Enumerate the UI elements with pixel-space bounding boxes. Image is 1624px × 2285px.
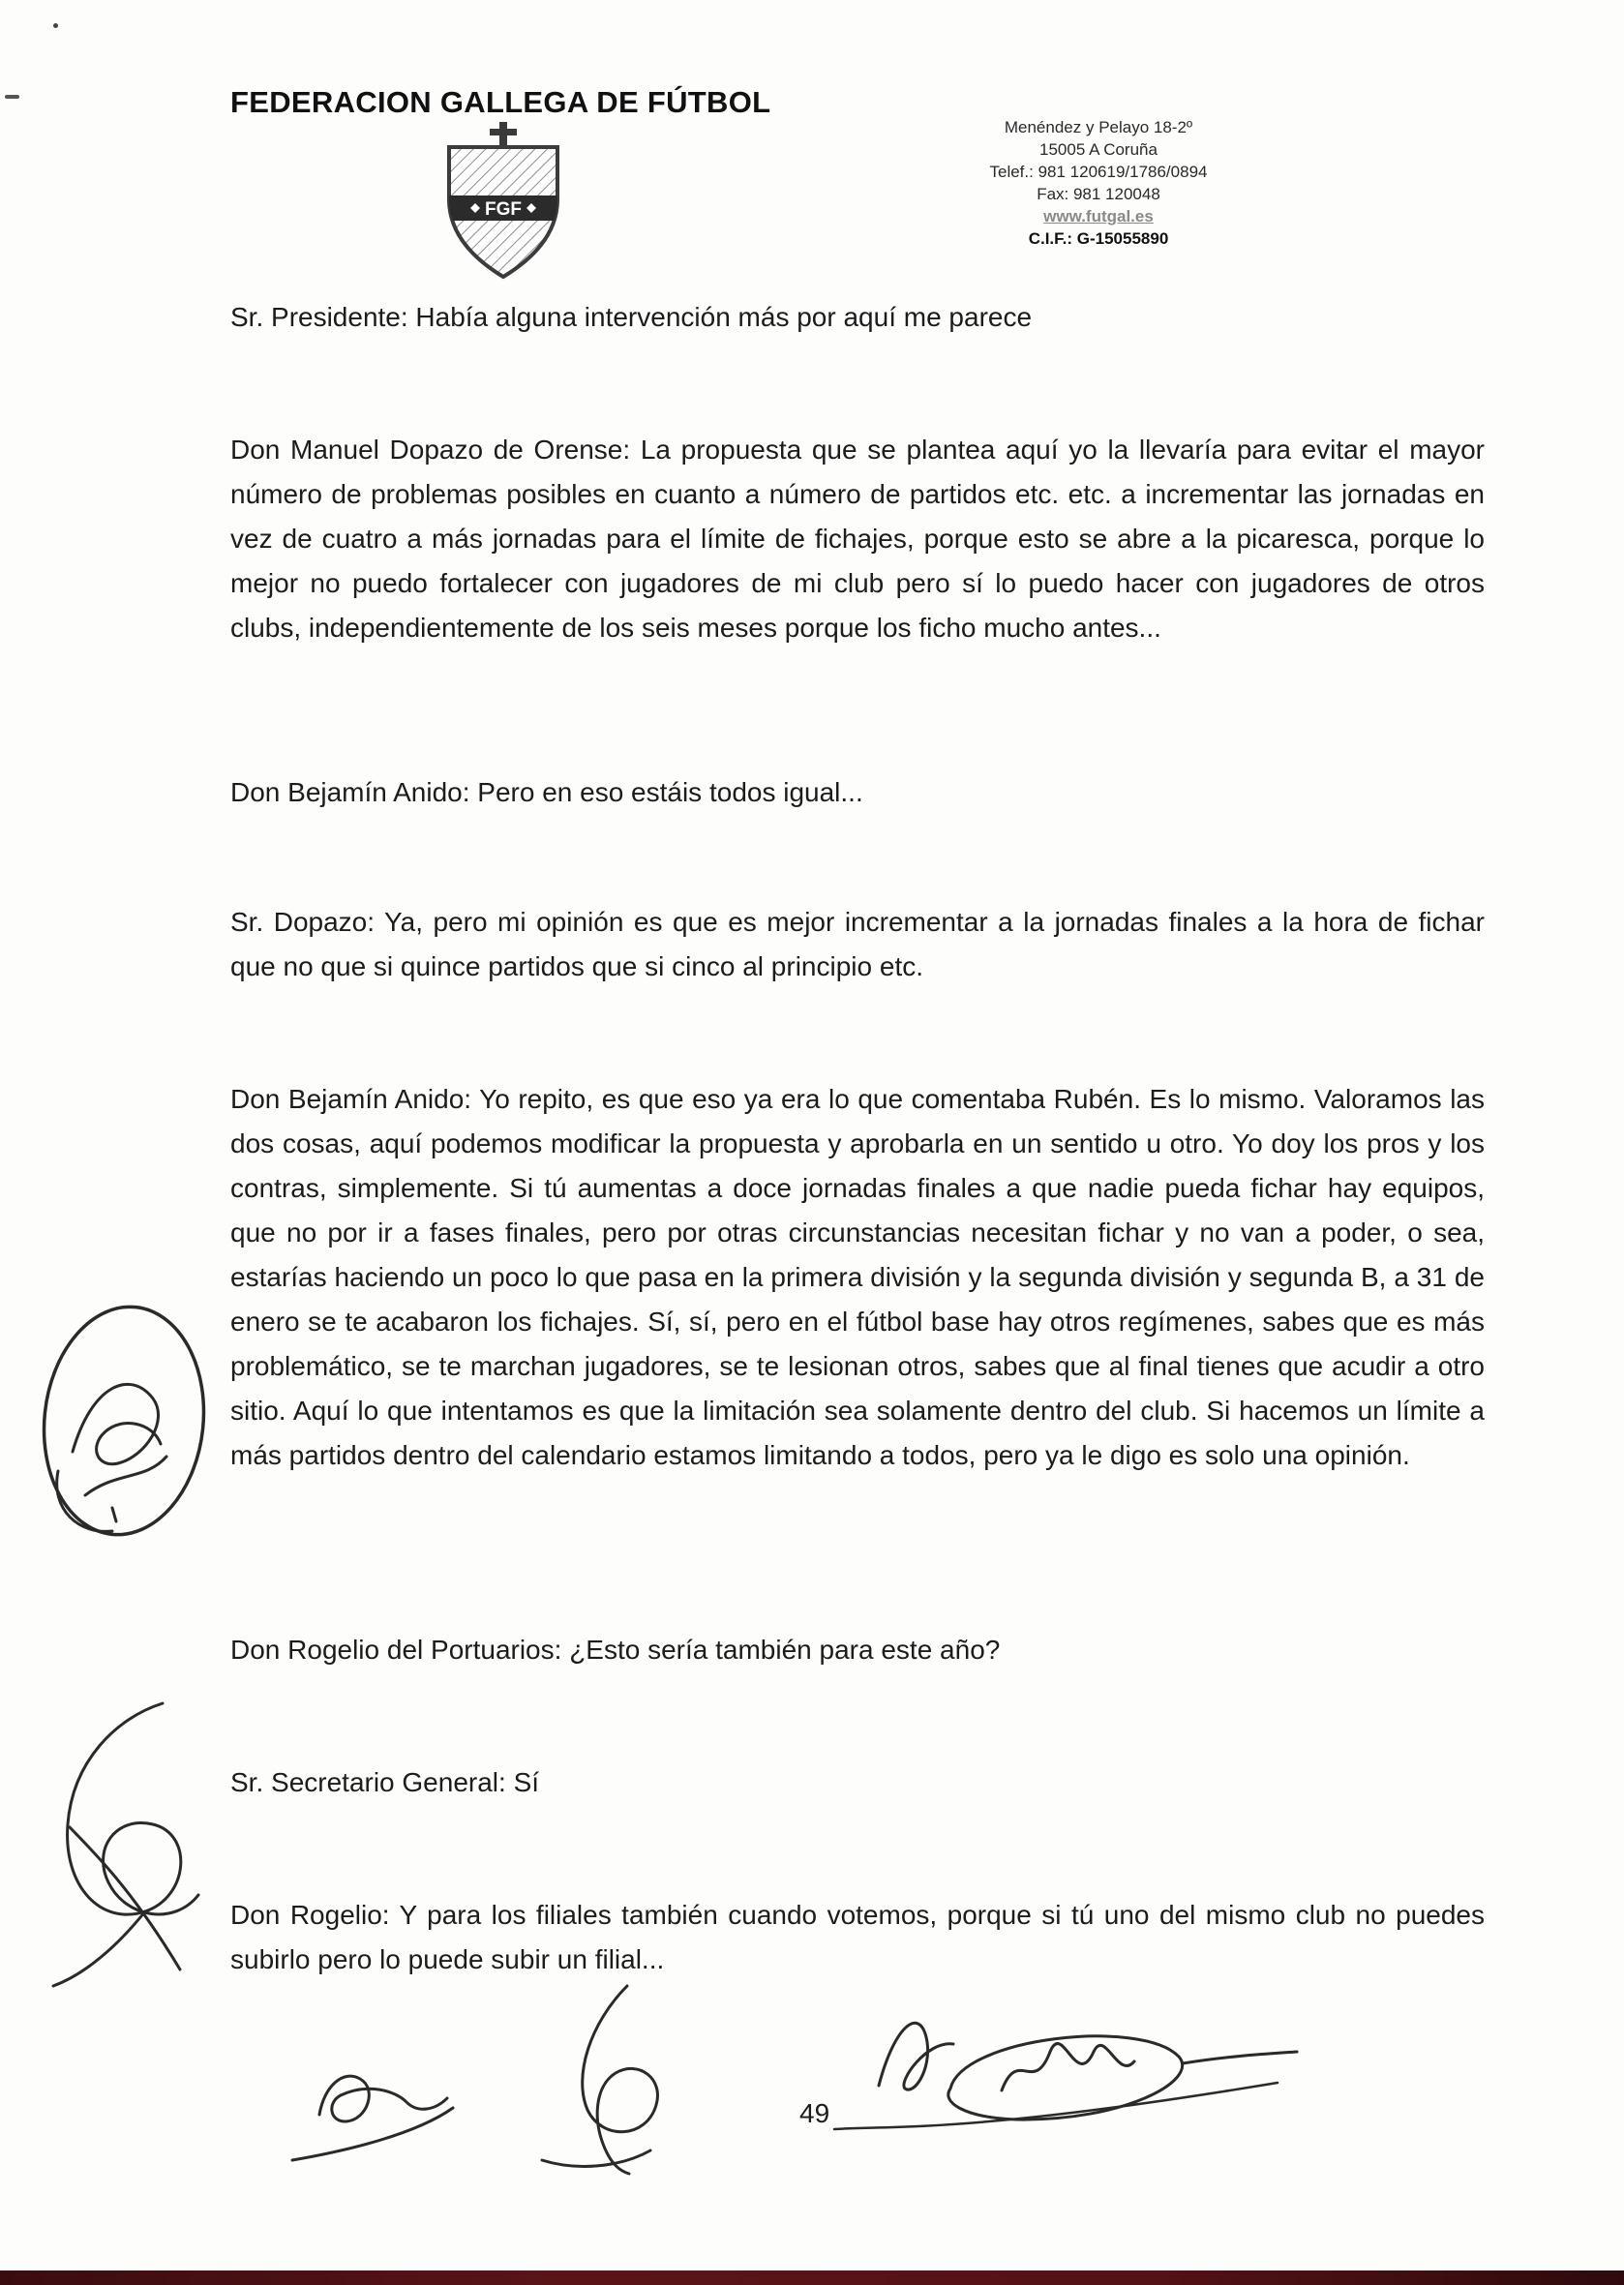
- website-link: www.futgal.es: [1043, 207, 1154, 225]
- signature-oval-left: [33, 1299, 215, 1543]
- contact-cif: C.I.F.: G-15055890: [1028, 229, 1169, 248]
- paragraph-anido-2: Don Bejamín Anido: Yo repito, es que eso ya era lo que comentaba Rubén. Es lo mismo. Valoramos las dos cosas, aquí podemos modificar la propuesta y aprobarla en un sentido u otro. Yo doy los pros y los contras, simplemente. Si tú aumentas a doce jornadas finales a que nadie pueda fichar hay equipos, que no por ir a fases finales, pero por otras circunstancias necesitan fichar y no van a poder, o sea, estarías haciendo un poco lo que pasa en la primera división y la segunda división y segunda B, a 31 de enero se te acabaron los fichajes. Sí, sí, pero en el fútbol base hay otros regímenes, sabes que es más problemático, se te marchan jugadores, se te lesionan otros, sabes que al final tienes que acudir a otro sitio. Aquí lo que intentamos es que la limitación sea solamente dentro del club. Si hacemos un límite a más partidos dentro del calendario estamos limitando a todos, pero ya le digo es solo una opinión.: [230, 1084, 1485, 1470]
- paragraph-dopazo-orense: Don Manuel Dopazo de Orense: La propuesta que se plantea aquí yo la llevaría para evitar el mayor número de problemas posibles en cuanto a número de partidos etc. etc. a incrementar las jornadas en vez de cuatro a más jornadas para el límite de fichajes, porque esto se abre a la picaresca, porque lo mejor no puedo fortalecer con jugadores de mi club pero sí lo puedo hacer con jugadores de otros clubs, independientemente de los seis meses porque los ficho mucho antes...: [230, 435, 1485, 643]
- page-number: 49: [799, 2098, 830, 2128]
- crest-monogram: FGF: [485, 199, 522, 220]
- scan-artifact-dot: [53, 23, 58, 28]
- crest-icon: [426, 122, 581, 294]
- paragraph-dopazo-2: Sr. Dopazo: Ya, pero mi opinión es que es mejor incrementar a la jornadas finales a la hora de fichar que no que si quince partidos que si cinco al principio etc.: [230, 907, 1485, 981]
- scan-bottom-bar: [0, 2270, 1624, 2285]
- paragraph-rogelio-2: Don Rogelio: Y para los filiales también cuando votemos, porque si tú uno del mismo club no puedes subirlo pero lo puede subir un filial...: [230, 1900, 1485, 1974]
- signature-bottom-2: [542, 1986, 657, 2174]
- contact-address-line1: Menéndez y Pelayo 18-2º: [1004, 118, 1193, 136]
- signature-flourish-left: [53, 1703, 198, 1986]
- federation-crest-logo: [426, 122, 581, 294]
- contact-block: [905, 116, 1292, 250]
- contact-phone: Telef.: 981 120619/1786/0894: [989, 163, 1208, 181]
- organization-title: FEDERACION GALLEGA DE FÚTBOL: [230, 85, 771, 119]
- paragraph-presidente: Sr. Presidente: Había alguna intervención más por aquí me parece: [230, 302, 1033, 332]
- paragraph-rogelio-1: Don Rogelio del Portuarios: ¿Esto sería también para este año?: [230, 1635, 1001, 1665]
- paragraph-secretario: Sr. Secretario General: Sí: [230, 1767, 540, 1797]
- contact-address-line2: 15005 A Coruña: [1039, 140, 1158, 159]
- paragraph-anido-1: Don Bejamín Anido: Pero en eso estáis todos igual...: [230, 777, 863, 807]
- crest-cross-arm: [490, 129, 517, 135]
- signature-bottom-1: [292, 2076, 453, 2160]
- contact-fax: Fax: 981 120048: [1037, 185, 1160, 203]
- signature-bottom-3: [834, 2023, 1297, 2129]
- scan-artifact-dash: [5, 95, 19, 99]
